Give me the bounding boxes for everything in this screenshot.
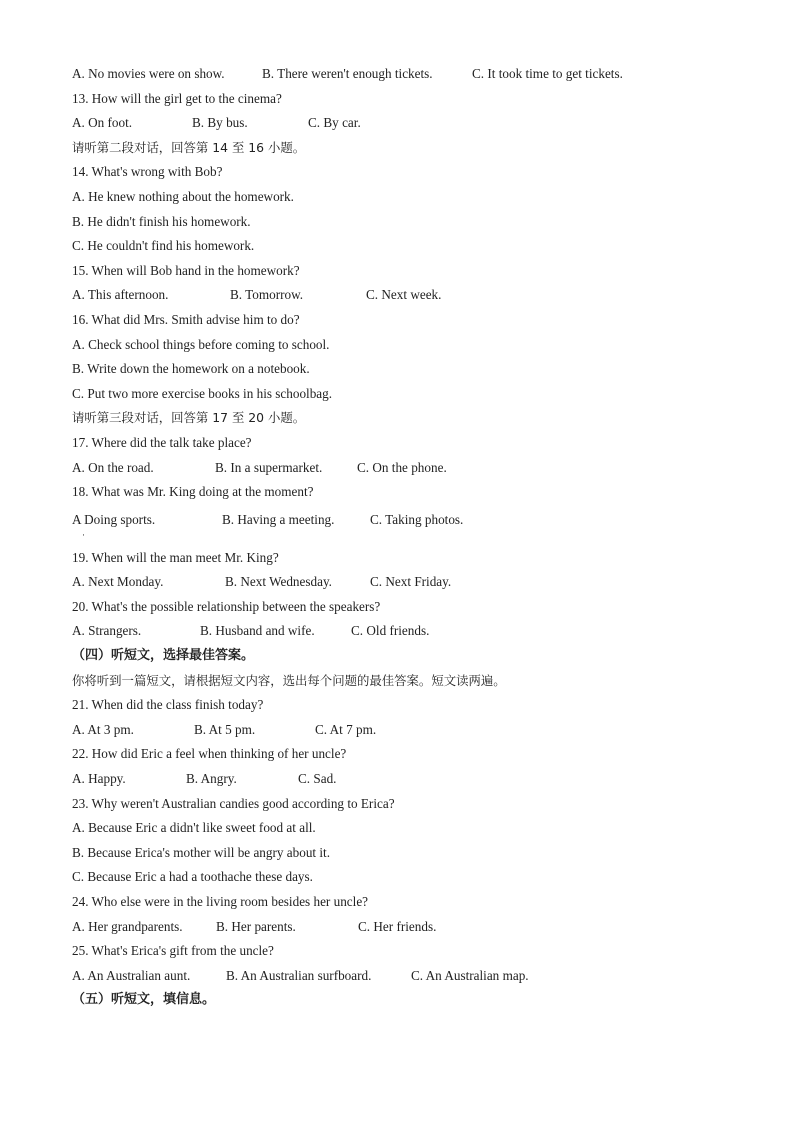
section-4-title: 听短文，选择最佳答案。 — [111, 648, 255, 664]
q14-stem: 14. What's wrong with Bob? — [72, 164, 223, 180]
q20-option-c: C. Old friends. — [351, 623, 430, 639]
q21-option-c: C. At 7 pm. — [315, 721, 377, 737]
q18-stem: 18. What was Mr. King doing at the moment? — [72, 484, 314, 500]
q20-option-b: B. Husband and wife. — [200, 623, 315, 639]
q22-options — [72, 767, 752, 792]
q24-options — [72, 915, 752, 940]
section-5-heading — [72, 988, 752, 1013]
q21-option-b: B. At 5 pm. — [194, 721, 256, 737]
q19-option-a: A. Next Monday. — [72, 574, 164, 590]
q13-option-b: B. By bus. — [192, 115, 248, 131]
q19-options — [72, 570, 752, 595]
q16-option-b: B. Write down the homework on a notebook. — [72, 361, 310, 377]
q23-option-a: A. Because Eric a didn't like sweet food at all. — [72, 820, 316, 836]
q23-stem: 23. Why weren't Australian candies good according to Erica? — [72, 795, 395, 811]
q14-option-a: A. He knew nothing about the homework. — [72, 188, 294, 204]
q20-option-a: A. Strangers. — [72, 623, 142, 639]
q22-option-b: B. Angry. — [186, 771, 237, 787]
q23-option-b: B. Because Erica's mother will be angry about it. — [72, 844, 330, 860]
q18-option-b: B. Having a meeting. — [222, 511, 335, 527]
q17-option-b: B. In a supermarket. — [215, 459, 323, 475]
q18-option-c: C. Taking photos. — [370, 511, 464, 527]
q15-option-a: A. This afternoon. — [72, 287, 169, 303]
q17-option-c: C. On the phone. — [357, 459, 447, 475]
q18-options — [72, 505, 752, 546]
q25-options — [72, 964, 752, 989]
q17-option-a: A. On the road. — [72, 459, 154, 475]
q15-options — [72, 283, 752, 308]
q18-option-a: A Doing sports. — [72, 511, 156, 527]
q12-option-a: A. No movies were on show. — [72, 66, 225, 81]
q21-option-a: A. At 3 pm. — [72, 721, 134, 737]
q14-option-b: B. He didn't finish his homework. — [72, 213, 251, 229]
q17-stem: 17. Where did the talk take place? — [72, 434, 252, 450]
q15-option-c: C. Next week. — [366, 287, 442, 303]
q12-option-b: B. There weren't enough tickets. — [262, 66, 433, 81]
q19-option-c: C. Next Friday. — [370, 574, 452, 590]
q24-stem: 24. Who else were in the living room besides her uncle? — [72, 894, 369, 909]
instruction-dialogue-2: 请听第二段对话，回答第 14 至 16 小题。 — [72, 139, 306, 155]
instruction-passage: 你将听到一篇短文，请根据短文内容，选出每个问题的最佳答案。短文读两遍。 — [72, 672, 506, 688]
stray-dot-mark: · — [82, 529, 85, 540]
q16-option-a: A. Check school things before coming to school. — [72, 336, 330, 352]
q20-stem: 20. What's the possible relationship between the speakers? — [72, 598, 381, 614]
q23-option-c: C. Because Eric a had a toothache these days. — [72, 869, 313, 885]
q13-option-c: C. By car. — [308, 115, 361, 131]
q19-option-b: B. Next Wednesday. — [225, 574, 332, 590]
q12-options — [72, 62, 752, 87]
q13-options — [72, 111, 752, 136]
q22-option-c: C. Sad. — [298, 771, 337, 787]
section-4-heading — [72, 644, 752, 669]
q12-option-c: C. It took time to get tickets. — [472, 66, 623, 81]
q25-option-a: A. An Australian aunt. — [72, 967, 191, 983]
q16-option-c: C. Put two more exercise books in his schoolbag. — [72, 385, 333, 401]
q14-option-c: C. He couldn't find his homework. — [72, 238, 255, 254]
q25-option-c: C. An Australian map. — [411, 967, 529, 983]
q17-options — [72, 456, 752, 481]
q15-option-b: B. Tomorrow. — [230, 287, 304, 303]
q21-options — [72, 718, 752, 743]
q24-option-c: C. Her friends. — [358, 918, 437, 934]
q13-stem: 13. How will the girl get to the cinema? — [72, 90, 282, 106]
q13-option-a: A. On foot. — [72, 115, 133, 131]
section-5-number: （五） — [72, 992, 112, 1008]
q24-option-a: A. Her grandparents. — [72, 918, 183, 934]
section-5-title: 听短文，填信息。 — [111, 992, 216, 1008]
q15-stem: 15. When will Bob hand in the homework? — [72, 262, 300, 278]
q21-stem: 21. When did the class finish today? — [72, 697, 264, 713]
q25-option-b: B. An Australian surfboard. — [226, 967, 372, 983]
q24-option-b: B. Her parents. — [216, 918, 296, 934]
q19-stem: 19. When will the man meet Mr. King? — [72, 549, 279, 565]
instruction-dialogue-3: 请听第三段对话，回答第 17 至 20 小题。 — [72, 410, 306, 426]
q22-option-a: A. Happy. — [72, 771, 126, 787]
exam-page — [72, 62, 752, 1013]
q22-stem: 22. How did Eric a feel when thinking of her uncle? — [72, 746, 347, 762]
section-4-number: （四） — [72, 648, 112, 664]
q20-options — [72, 619, 752, 644]
q16-stem: 16. What did Mrs. Smith advise him to do? — [72, 311, 300, 327]
q25-stem: 25. What's Erica's gift from the uncle? — [72, 943, 274, 959]
